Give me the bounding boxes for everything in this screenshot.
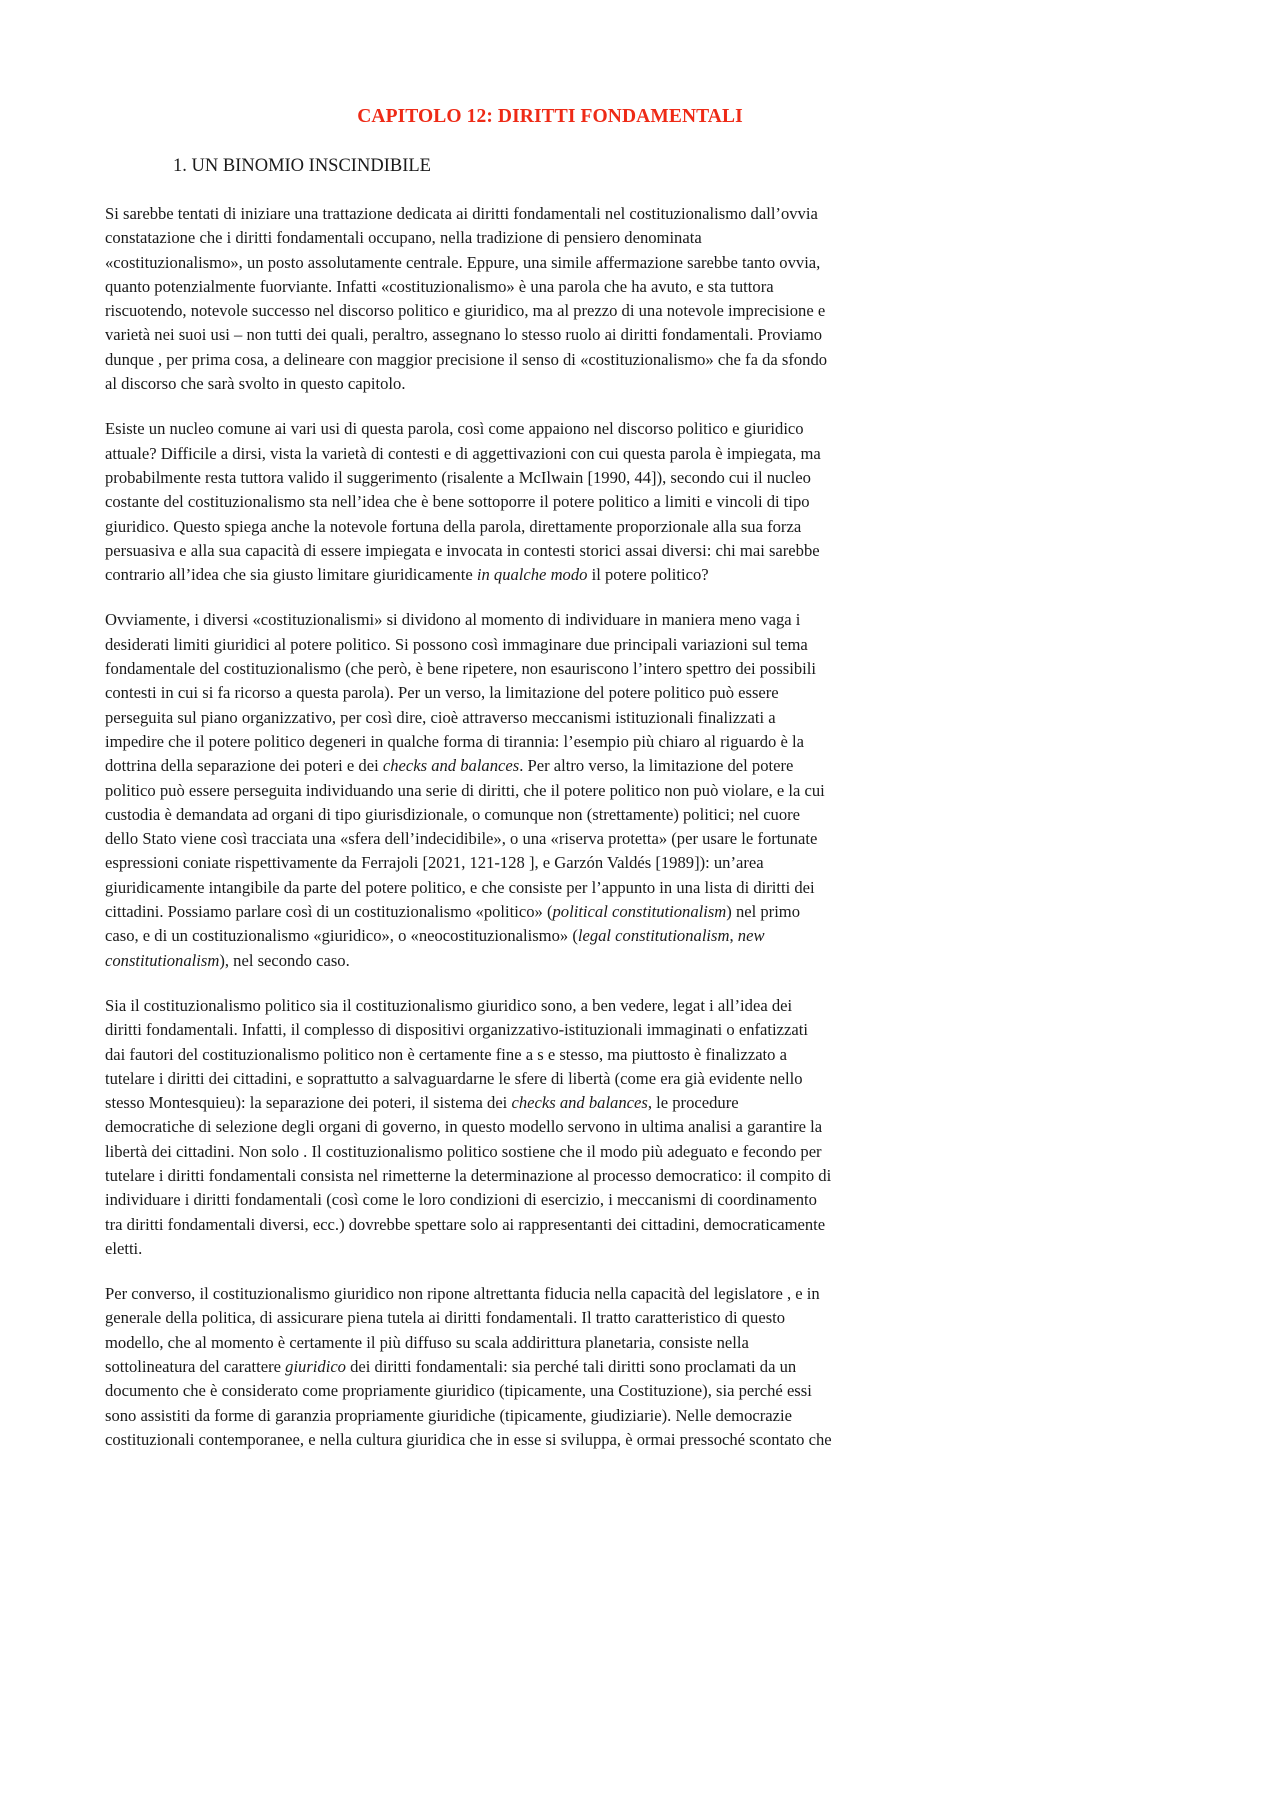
text-run: constatazione che i diritti fondamentali occupano, nella tradizione di pensiero denominata: [105, 228, 702, 248]
italic-text: checks and balances: [511, 1093, 648, 1113]
text-run: Ovviamente, i diversi «costituzionalismi» si dividono al momento di individuare in maniera meno vaga i: [105, 610, 801, 630]
text-run: varietà nei suoi usi – non tutti dei quali, peraltro, assegnano lo stesso ruolo ai diritti fondamentali. Proviamo: [105, 325, 823, 345]
text-run: probabilmente resta tuttora valido il suggerimento (risalente a McIlwain [1990, 44]), secondo cui il nucleo: [105, 467, 811, 487]
text-run: , le procedure: [647, 1093, 739, 1113]
paragraph: [105, 417, 1005, 587]
italic-text: new: [737, 926, 765, 946]
text-run: perseguita sul piano organizzativo, per così dire, cioè attraverso meccanismi istituzionali finalizzati a: [105, 707, 776, 727]
text-run: giuridicamente intangibile da parte del potere politico, e che consiste per l’appunto in una lista di diritti dei: [105, 877, 815, 897]
italic-text: checks and balances: [382, 756, 520, 776]
text-run: democratiche di selezione degli organi di governo, in questo modello servono in ultima analisi a garantire la: [105, 1117, 823, 1137]
text-run: politico può essere perseguita individuando una serie di diritti, che il potere politico non può violare, e la cui: [105, 780, 825, 800]
text-run: libertà dei cittadini. Non solo . Il costituzionalismo politico sostiene che il modo più adeguato e fecondo per: [105, 1141, 822, 1161]
section-title: 1. UN BINOMIO INSCINDIBILE: [173, 156, 431, 176]
text-run: al discorso che sarà svolto in questo capitolo.: [105, 374, 406, 394]
paragraph: [105, 608, 1005, 972]
italic-text: political constitutionalism: [552, 902, 727, 922]
text-run: quanto potenzialmente fuorviante. Infatti «costituzionalismo» è una parola che ha avuto, e sta tuttora: [105, 276, 774, 296]
text-run: Per converso, il costituzionalismo giuridico non ripone altrettanta fiducia nella capacità del legislatore , e in: [105, 1284, 820, 1304]
text-run: giuridico. Questo spiega anche la notevole fortuna della parola, direttamente proporzionale alla sua forza: [105, 516, 802, 536]
text-run: stesso Montesquieu): la separazione dei poteri, il sistema dei: [105, 1093, 512, 1113]
text-run: fondamentale del costituzionalismo (che però, è bene ripetere, non esauriscono l’intero spettro dei possibili: [105, 659, 817, 679]
chapter-title: CAPITOLO 12: DIRITTI FONDAMENTALI: [357, 106, 743, 127]
text-run: ,: [729, 926, 738, 946]
text-run: generale della politica, di assicurare piena tutela ai diritti fondamentali. Il tratto caratteristico di questo: [105, 1308, 786, 1328]
text-run: Si sarebbe tentati di iniziare una trattazione dedicata ai diritti fondamentali nel costituzionalismo dall’ovvia: [105, 204, 818, 223]
text-run: Esiste un nucleo comune ai vari usi di questa parola, così come appaiono nel discorso politico e giuridico: [105, 419, 804, 439]
paragraph: [105, 1282, 1005, 1452]
text-run: dottrina della separazione dei poteri e dei: [105, 756, 383, 776]
text-run: il potere politico?: [587, 565, 709, 585]
text-run: dei diritti fondamentali: sia perché tali diritti sono proclamati da un: [345, 1357, 797, 1377]
text-run: tutelare i diritti dei cittadini, e soprattutto a salvaguardarne le sfere di libertà (come era già evidente nello: [105, 1068, 803, 1088]
text-run: desiderati limiti giuridici al potere politico. Si possono così immaginare due principali variazioni sul tema: [105, 634, 808, 654]
text-run: diritti fondamentali. Infatti, il complesso di dispositivi organizzativo-istituzionali immaginati o enfatizzati: [105, 1020, 808, 1040]
italic-text: constitutionalism: [105, 950, 220, 970]
text-run: eletti.: [105, 1238, 143, 1258]
text-run: costante del costituzionalismo sta nell’idea che è bene sottoporre il potere politico a limiti e vincoli di tipo: [105, 492, 810, 512]
text-run: espressioni coniate rispettivamente da Ferrajoli [2021, 121-128 ], e Garzón Valdés [1989]): un’area: [105, 853, 764, 873]
text-run: impedire che il potere politico degeneri in qualche forma di tirannia: l’esempio più chiaro al riguardo è la: [105, 731, 804, 751]
text-run: contrario all’idea che sia giusto limitare giuridicamente: [105, 565, 477, 585]
text-run: «costituzionalismo», un posto assolutamente centrale. Eppure, una simile affermazione sarebbe tanto ovvia,: [105, 252, 821, 272]
text-run: . Per altro verso, la limitazione del potere: [519, 756, 794, 776]
italic-text: legal constitutionalism: [577, 926, 730, 946]
text-run: ) nel primo: [726, 902, 801, 922]
text-run: tutelare i diritti fondamentali consista nel rimetterne la determinazione al processo democratico: il compito di: [105, 1165, 832, 1185]
text-run: dello Stato viene così tracciata una «sfera dell’indecidibile», o una «riserva protetta» (per usare le fortunate: [105, 829, 818, 849]
text-run: modello, che al momento è certamente il più diffuso su scala addirittura planetaria, consiste nella: [105, 1332, 749, 1352]
paragraph: [105, 994, 1005, 1261]
italic-text: giuridico: [285, 1357, 346, 1377]
text-run: sono assistiti da forme di garanzia propriamente giuridiche (tipicamente, giudiziarie). Nelle democrazie: [105, 1405, 792, 1425]
paragraph: [105, 202, 1005, 396]
text-run: sottolineatura del carattere: [105, 1357, 286, 1377]
text-run: cittadini. Possiamo parlare così di un costituzionalismo «politico» (: [105, 902, 553, 922]
text-run: tra diritti fondamentali diversi, ecc.) dovrebbe spettare solo ai rappresentanti dei cittadini, democraticamente: [105, 1214, 826, 1234]
italic-text: in qualche modo: [476, 565, 588, 585]
text-run: contesti in cui si fa ricorso a questa parola). Per un verso, la limitazione del potere politico può essere: [105, 683, 779, 703]
text-run: custodia è demandata ad organi di tipo giurisdizionale, o comunque non (strettamente) politici; nel cuore: [105, 804, 801, 824]
body-text: [105, 202, 1005, 1473]
text-run: persuasiva e alla sua capacità di essere impiegata e invocata in contesti storici assai diversi: chi mai sarebbe: [105, 540, 820, 560]
text-run: individuare i diritti fondamentali (così come le loro condizioni di esercizio, i meccanismi di coordinamento: [105, 1190, 817, 1210]
text-run: caso, e di un costituzionalismo «giuridico», o «neocostituzionalismo» (: [105, 926, 578, 946]
text-run: dai fautori del costituzionalismo politico non è certamente fine a s e stesso, ma piuttosto è finalizzato a: [105, 1044, 787, 1064]
text-run: attuale? Difficile a dirsi, vista la varietà di contesti e di aggettivazioni con cui questa parola è impiegata, ma: [105, 443, 821, 463]
text-run: riscuotendo, notevole successo nel discorso politico e giuridico, ma al prezzo di una notevole imprecisione e: [105, 301, 826, 321]
text-run: costituzionali contemporanee, e nella cultura giuridica che in esse si sviluppa, è ormai pressoché scontato che: [105, 1429, 832, 1449]
text-run: ), nel secondo caso.: [219, 950, 350, 970]
text-run: Sia il costituzionalismo politico sia il costituzionalismo giuridico sono, a ben vedere, legat i all’idea dei: [105, 995, 793, 1015]
text-run: documento che è considerato come propriamente giuridico (tipicamente, una Costituzione), sia perché essi: [105, 1381, 812, 1401]
text-run: dunque , per prima cosa, a delineare con maggior precisione il senso di «costituzionalismo» che fa da sfondo: [105, 349, 828, 369]
